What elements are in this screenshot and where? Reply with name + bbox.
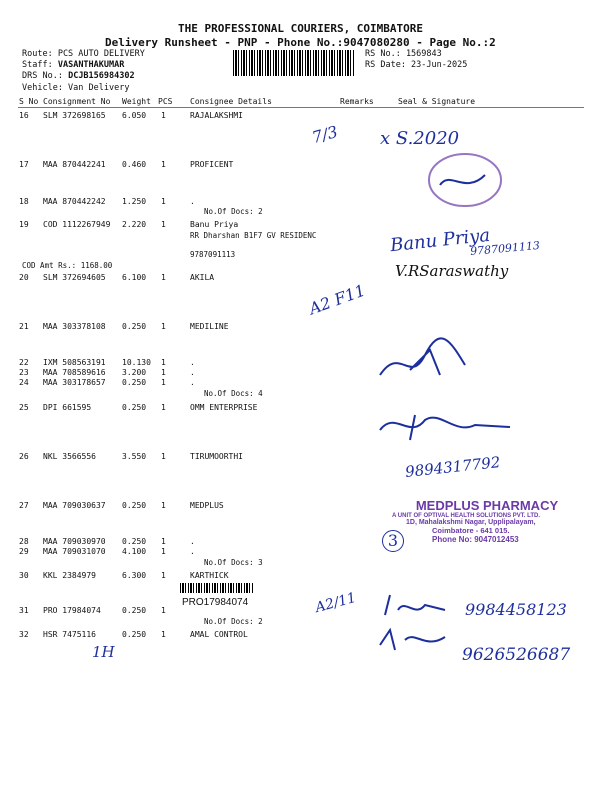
table-row — [0, 452, 600, 463]
consignment-number: MAA 709030637 — [43, 501, 106, 510]
handwriting-note: A2/11 — [313, 589, 358, 617]
col-pcs: PCS — [158, 97, 173, 106]
pcs-count: 1 — [161, 501, 166, 510]
weight-value: 0.250 — [122, 630, 147, 639]
pcs-count: 1 — [161, 111, 166, 120]
row-sno: 25 — [19, 403, 29, 412]
pcs-count: 1 — [161, 368, 166, 377]
consignment-number: PRO 17984074 — [43, 606, 101, 615]
col-seal: Seal & Signature — [398, 97, 476, 106]
consignee-name: . — [190, 378, 195, 387]
pcs-count: 1 — [161, 358, 166, 367]
drs-barcode — [233, 50, 355, 76]
pcs-count: 1 — [161, 452, 166, 461]
cod-amount: COD Amt Rs.: 1168.00 — [22, 261, 113, 270]
pcs-count: 1 — [161, 273, 166, 282]
signature-scribble — [375, 625, 455, 655]
table-row — [0, 197, 600, 208]
table-row — [0, 111, 600, 122]
consignee-name: AMAL CONTROL — [190, 630, 248, 639]
row-sno: 16 — [19, 111, 29, 120]
handwriting-note: 9787091113 — [469, 238, 541, 259]
company-title: THE PROFESSIONAL COURIERS, COIMBATORE — [178, 22, 424, 35]
pcs-count: 1 — [161, 403, 166, 412]
consignee-name: AKILA — [190, 273, 215, 282]
route-text: Route: PCS AUTO DELIVERY — [22, 49, 145, 59]
consignment-number: DPI 661595 — [43, 403, 92, 412]
table-row — [0, 322, 600, 333]
stamp-line: A UNIT OF OPTIVAL HEALTH SOLUTIONS PVT. LTD. — [392, 513, 540, 519]
weight-value: 0.250 — [122, 537, 147, 546]
pcs-count: 1 — [161, 220, 166, 229]
docs-count: No.Of Docs: 2 — [204, 207, 263, 216]
consignee-name: KARTHICK — [190, 571, 229, 580]
row-sno: 27 — [19, 501, 29, 510]
pcs-count: 1 — [161, 322, 166, 331]
row-sno: 31 — [19, 606, 29, 615]
row-sno: 29 — [19, 547, 29, 556]
row-sno: 32 — [19, 630, 29, 639]
table-row — [0, 273, 600, 284]
handwriting-note: 9894317792 — [404, 453, 502, 481]
handwriting-note: 9626526687 — [462, 645, 571, 665]
signature-scribble — [380, 590, 450, 620]
stamp-line: Coimbatore - 641 015. — [432, 526, 510, 535]
drs-number: DCJB156984302 — [68, 71, 135, 81]
consignment-number: SLM 372698165 — [43, 111, 106, 120]
pcs-count: 1 — [161, 547, 166, 556]
consignee-name: . — [190, 547, 195, 556]
consignee-phone: 9787091113 — [190, 250, 236, 259]
row-sno: 23 — [19, 368, 29, 377]
consignment-number: MAA 303378108 — [43, 322, 106, 331]
handwriting-note: x S.2020 — [380, 128, 460, 149]
drs-row — [22, 71, 135, 81]
consignee-name: . — [190, 537, 195, 546]
consignee-name: TIRUMOORTHI — [190, 452, 243, 461]
pcs-count: 1 — [161, 537, 166, 546]
table-row — [0, 220, 600, 231]
consignee-name: OMM ENTERPRISE — [190, 403, 258, 412]
signature-scribble — [375, 405, 515, 445]
consignment-number: MAA 870442241 — [43, 160, 106, 169]
round-stamp — [425, 150, 505, 210]
handwriting-note: 1H — [92, 643, 115, 661]
consignment-number: MAA 303178657 — [43, 378, 106, 387]
row-sno: 26 — [19, 452, 29, 461]
consignee-address: RR Dharshan B1F7 GV RESIDENC — [190, 231, 317, 240]
consignment-number: MAA 708589616 — [43, 368, 106, 377]
col-weight: Weight — [122, 97, 151, 106]
row-sno: 28 — [19, 537, 29, 546]
weight-value: 0.250 — [122, 322, 147, 331]
circled-number: 3 — [382, 530, 404, 552]
consignee-name: MEDILINE — [190, 322, 229, 331]
weight-value: 3.550 — [122, 452, 147, 461]
consignee-name: RAJALAKSHMI — [190, 111, 243, 120]
weight-value: 3.200 — [122, 368, 147, 377]
staff-label: Staff: — [22, 60, 53, 70]
consignment-number: MAA 709031070 — [43, 547, 106, 556]
rs-date: RS Date: 23-Jun-2025 — [365, 60, 468, 70]
pcs-count: 1 — [161, 197, 166, 206]
weight-value: 6.300 — [122, 571, 147, 580]
staff-name: VASANTHAKUMAR — [57, 60, 125, 70]
consignment-number: MAA 870442242 — [43, 197, 106, 206]
weight-value: 6.100 — [122, 273, 147, 282]
consignee-name: . — [190, 368, 195, 377]
consignment-number: KKL 2384979 — [43, 571, 96, 580]
table-row — [0, 378, 600, 389]
pcs-count: 1 — [161, 630, 166, 639]
rs-number: RS No.: 1569843 — [365, 49, 442, 59]
pcs-count: 1 — [161, 378, 166, 387]
signature-scribble — [370, 335, 480, 390]
weight-value: 0.250 — [122, 501, 147, 510]
barcode-bars — [180, 583, 254, 593]
row-sno: 17 — [19, 160, 29, 169]
barcode-text: PRO17984074 — [182, 597, 249, 608]
consignment-number: COD 1112267949 — [43, 220, 111, 229]
handwriting-note: 7/3 — [309, 121, 340, 148]
row-sno: 20 — [19, 273, 29, 282]
weight-value: 0.250 — [122, 403, 147, 412]
row-sno: 24 — [19, 378, 29, 387]
handwriting-note: 9984458123 — [465, 600, 567, 619]
weight-value: 0.250 — [122, 606, 147, 615]
vehicle-text: Vehicle: Van Delivery — [22, 83, 130, 93]
handwriting-note: V.RSaraswathy — [395, 262, 509, 280]
row-sno: 22 — [19, 358, 29, 367]
consignee-name: PROFICENT — [190, 160, 234, 169]
consignee-name: Banu Priya — [190, 220, 239, 229]
weight-value: 0.460 — [122, 160, 147, 169]
consignee-name: . — [190, 197, 195, 206]
consignment-number: MAA 709030970 — [43, 537, 106, 546]
consignment-number: NKL 3566556 — [43, 452, 96, 461]
docs-count: No.Of Docs: 4 — [204, 389, 263, 398]
consignment-number: IXM 508563191 — [43, 358, 106, 367]
table-row — [0, 571, 600, 582]
consignment-number: SLM 372694605 — [43, 273, 106, 282]
consignee-name: . — [190, 358, 195, 367]
consignment-number: HSR 7475116 — [43, 630, 96, 639]
pcs-count: 1 — [161, 160, 166, 169]
pcs-count: 1 — [161, 571, 166, 580]
table-row — [0, 160, 600, 171]
docs-count: No.Of Docs: 2 — [204, 617, 263, 626]
handwriting-note: Banu Priya — [389, 224, 492, 257]
docs-count: No.Of Docs: 3 — [204, 558, 263, 567]
weight-value: 4.100 — [122, 547, 147, 556]
header-rule — [18, 107, 584, 108]
row-sno: 30 — [19, 571, 29, 580]
table-row — [0, 630, 600, 641]
row-sno: 18 — [19, 197, 29, 206]
pharmacy-stamp — [392, 498, 582, 560]
weight-value: 6.050 — [122, 111, 147, 120]
col-sno: S No — [19, 97, 39, 106]
stamp-line: 1D, Mahalakshmi Nagar, Upplipalayam, — [406, 519, 536, 526]
row-sno: 19 — [19, 220, 29, 229]
stamp-name: MEDPLUS PHARMACY — [415, 498, 559, 513]
stamp-line: Phone No: 9047012453 — [432, 535, 519, 544]
col-remarks: Remarks — [340, 97, 374, 106]
row-sno: 21 — [19, 322, 29, 331]
consignee-name: MEDPLUS — [190, 501, 224, 510]
handwriting-note: A2 F11 — [306, 280, 368, 319]
runsheet-subtitle: Delivery Runsheet - PNP - Phone No.:9047080280 - Page No.:2 — [105, 36, 496, 49]
col-details: Consignee Details — [190, 97, 272, 106]
drs-label: DRS No.: — [22, 71, 63, 81]
pcs-count: 1 — [161, 606, 166, 615]
weight-value: 10.130 — [122, 358, 151, 367]
weight-value: 1.250 — [122, 197, 147, 206]
weight-value: 2.220 — [122, 220, 147, 229]
col-consignment: Consignment No — [43, 97, 111, 106]
staff-row — [22, 60, 124, 70]
weight-value: 0.250 — [122, 378, 147, 387]
